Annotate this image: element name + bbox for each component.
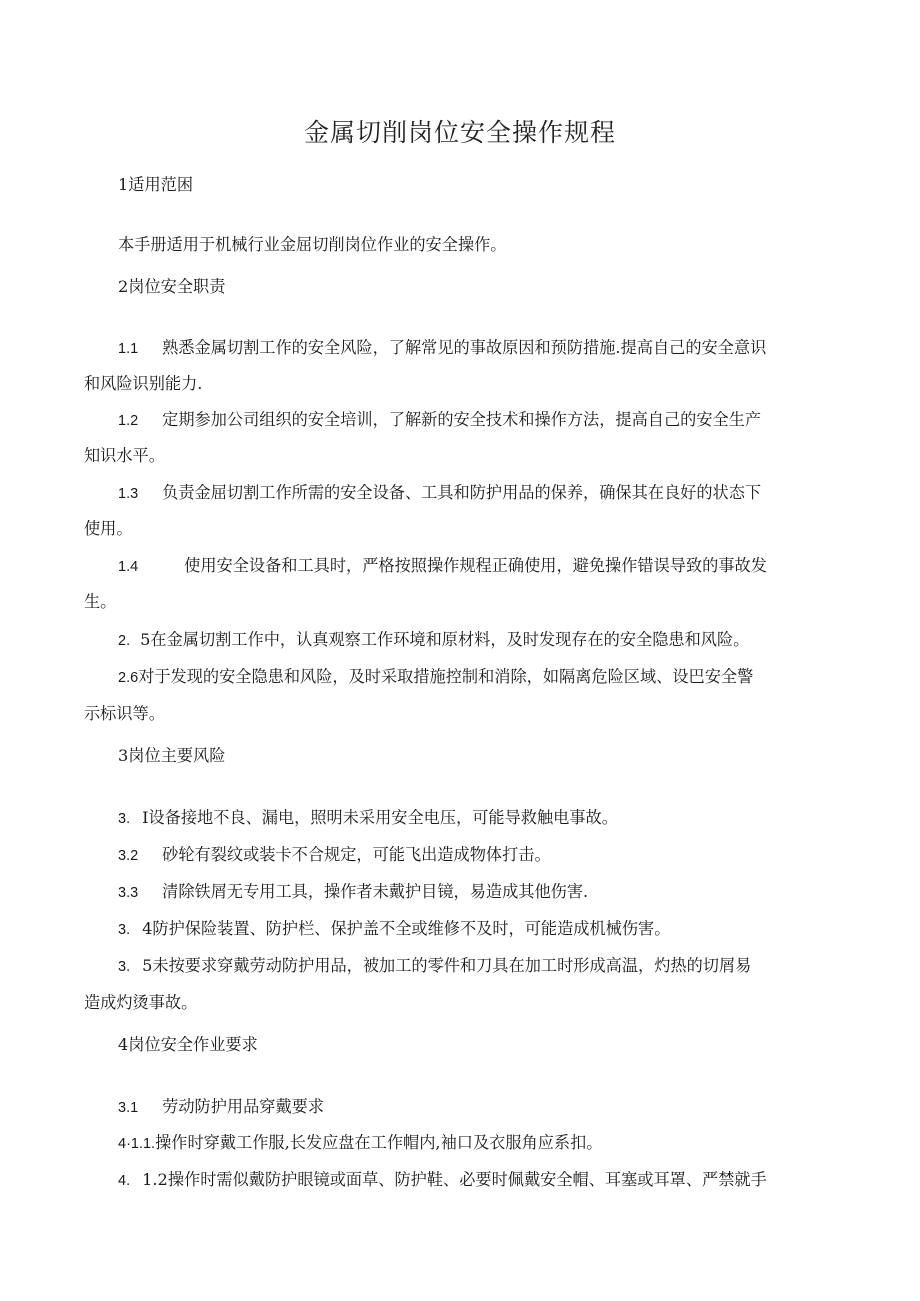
item-text: 砂轮有裂纹或装卡不合规定，可能飞出造成物体打击。 [162, 845, 551, 864]
list-item [118, 1133, 854, 1154]
item-text: 造成灼烫事故。 [84, 993, 198, 1012]
item-text: 对于发现的安全隐患和风险，及时采取措施控制和消除，如隔离危险区域、设巴安全警 [138, 667, 754, 686]
item-number: 2.6 [118, 670, 139, 686]
item-text: 1.2操作时需似戴防护眼镜或面草、防护鞋、必要时佩戴安全帽、耳塞或耳罩、严禁就手 [142, 1170, 767, 1189]
heading-text: 3岗位主要风险 [118, 746, 226, 765]
list-item [118, 630, 854, 651]
section-1-heading [118, 175, 854, 195]
list-item [118, 556, 854, 577]
section-4-heading [118, 1035, 854, 1055]
list-item [118, 410, 854, 431]
page-title: 金属切削岗位安全操作规程 [303, 118, 616, 147]
item-text: 熟悉金属切割工作的安全风险，了解常见的事故原因和预防措施.提高自己的安全意识 [162, 338, 767, 357]
item-text: 使用安全设备和工具时，严格按照操作规程正确使用，避免操作错误导致的事故发 [184, 556, 767, 575]
list-item [118, 1097, 854, 1118]
item-text: I设备接地不良、漏电，照明未采用安全电压，可能导救触电事故。 [142, 808, 618, 827]
section-3-heading [118, 746, 854, 766]
item-text: 劳动防护用品穿戴要求 [162, 1097, 325, 1116]
list-item-continuation [84, 993, 854, 1013]
list-item-continuation [84, 374, 854, 394]
heading-text: 1适用范困 [118, 175, 194, 194]
item-number: 1.2 [118, 413, 139, 429]
item-number: 2. [118, 633, 131, 649]
list-item [118, 919, 854, 940]
list-item [118, 338, 854, 359]
list-item [118, 1170, 854, 1191]
item-number: 3.1 [118, 1100, 139, 1116]
item-number: 1.3 [118, 486, 139, 502]
list-item-continuation [84, 704, 854, 724]
item-text: 定期参加公司组织的安全培训，了解新的安全技术和操作方法，提高自己的安全生产 [162, 410, 762, 429]
item-number: 3.2 [118, 848, 139, 864]
item-number: 3. [118, 959, 131, 975]
item-text: 操作时穿戴工作服,长发应盘在工作帽内,袖口及衣服角应系扣。 [155, 1133, 603, 1152]
list-item [118, 483, 854, 504]
list-item-continuation [84, 446, 854, 466]
list-item-continuation [84, 519, 854, 539]
item-text: 5在金属切割工作中，认真观察工作环境和原材料，及时发现存在的安全隐患和风险。 [140, 630, 750, 649]
list-item-continuation [84, 592, 854, 612]
list-item [118, 956, 854, 977]
list-item [118, 808, 854, 829]
item-number: 1.1 [118, 341, 139, 357]
item-text: 示标识等。 [84, 704, 165, 723]
item-number: 3.3 [118, 885, 139, 901]
item-text: 负责金屈切割工作所需的安全设备、工具和防护用品的保养，确保其在良好的状态下 [162, 483, 762, 502]
item-number: 1.4 [118, 559, 139, 575]
item-text: 清除铁屑无专用工具，操作者未戴护目镜，易造成其他伤害. [162, 882, 589, 901]
list-item [118, 667, 854, 688]
item-text: 使用。 [84, 519, 133, 538]
item-text: 和风险识别能力. [84, 374, 203, 393]
item-number: 3. [118, 922, 131, 938]
item-number: 4·1.1. [118, 1136, 156, 1152]
item-text: 知识水平。 [84, 446, 165, 465]
section-2-heading [118, 277, 854, 297]
item-text: 生。 [84, 592, 117, 611]
item-text: 4防护保险装置、防护栏、保护盖不全或维修不及时，可能造成机械伤害。 [142, 919, 671, 938]
paragraph-text: 本手册适用于机械行业金屈切削岗位作业的安全操作。 [118, 235, 507, 254]
list-item [118, 882, 854, 903]
heading-text: 2岗位安全职责 [118, 277, 226, 296]
heading-text: 4岗位安全作业要求 [118, 1035, 258, 1054]
item-number: 3. [118, 811, 131, 827]
item-text: 5未按要求穿戴劳动防护用品，被加工的零件和刀具在加工时形成高温，灼热的切屑易 [142, 956, 752, 975]
list-item [118, 845, 854, 866]
item-number: 4. [118, 1173, 131, 1189]
section-1-body [118, 235, 854, 255]
